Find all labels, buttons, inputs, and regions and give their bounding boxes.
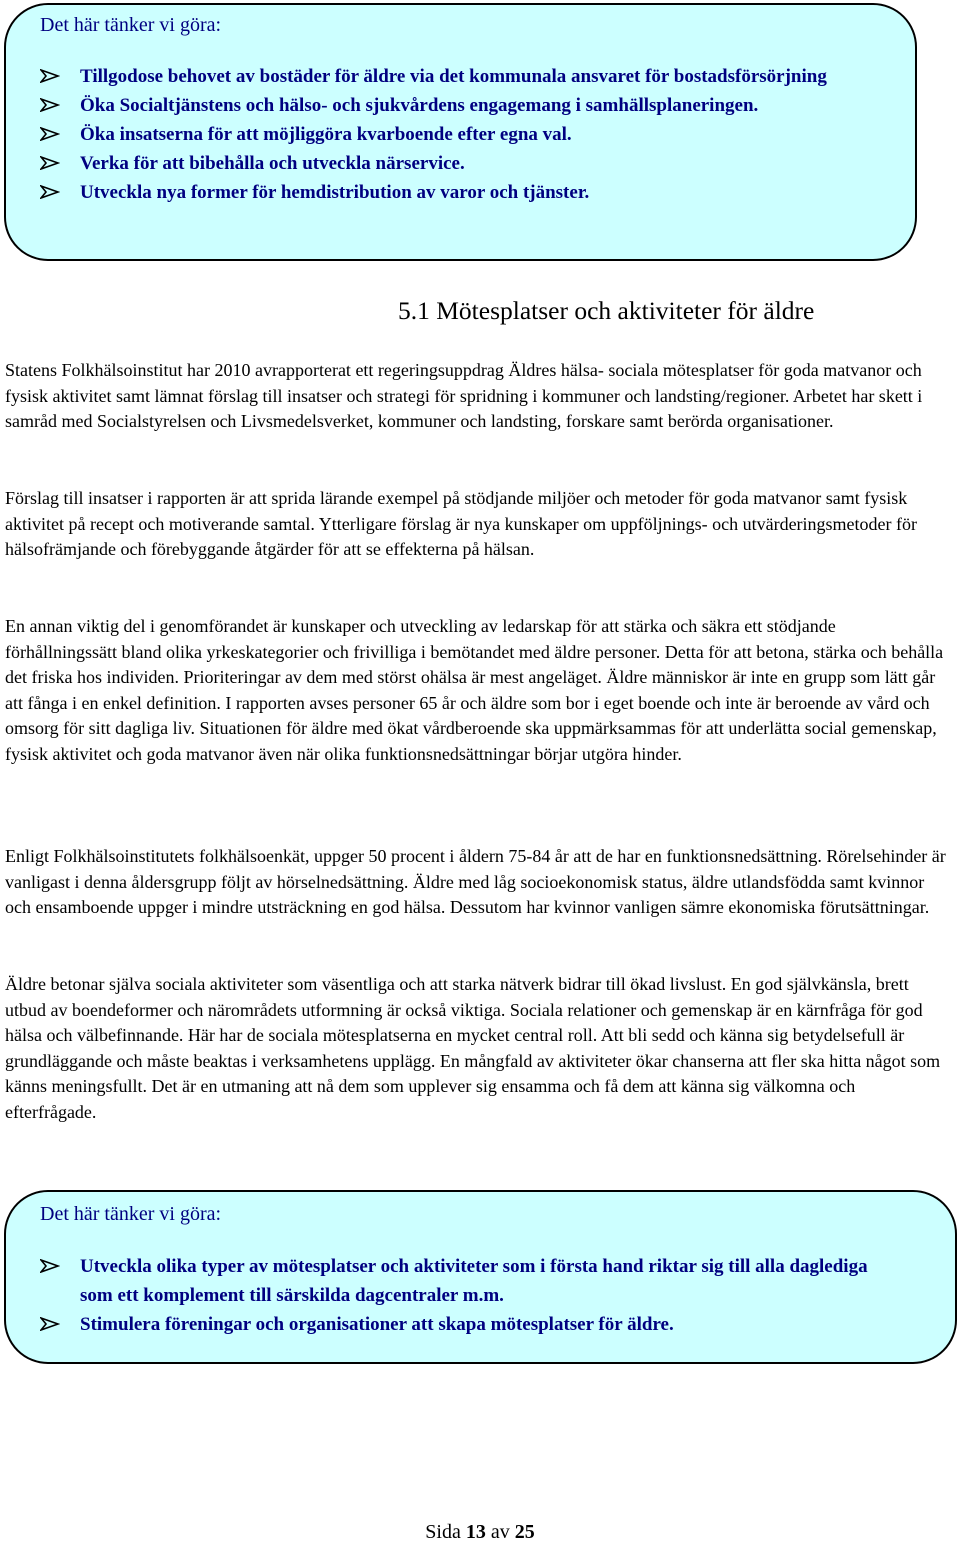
list-item: Stimulera föreningar och organisationer att skapa mötesplatser för äldre. <box>40 1310 920 1339</box>
current-page-number: 13 <box>465 1521 486 1543</box>
action-list <box>40 1252 920 1339</box>
paragraph-5: Äldre betonar själva sociala aktiviteter som väsentliga och att starka nätverk bidrar till ökad livslust. En god självkänsla, brett utbud av boendeformer och närområdets utformning är också viktiga. Sociala relationer och gemenskap är en kärnfråga för god hälsa och välbefinnande. Här har de sociala mötesplatserna en mycket central roll. Att bli sedd och känna sig betydelsefull är grundläggande och måste beaktas i verksamhetens upplägg. En mångfald av aktiviteter ökar chanserna att fler ska hitta något som känns meningsfullt. Det är en utmaning att nå dem som upplever sig ensamma och få dem att känna sig välkomna och efterfrågade. <box>5 974 941 1122</box>
action-box-title: Det här tänker vi göra: <box>40 1203 222 1225</box>
paragraph-3: En annan viktig del i genomförandet är kunskaper och utveckling av ledarskap för att stärka och säkra ett stödjande förhållningssätt bland olika yrkeskategorier och frivilliga i bemötandet med äldre personer. Detta för att betona, stärka och behålla det friska hos individen. Prioriteringar av dem med störst ohälsa är mest angeläget. Äldre människor är inte en grupp som lätt går att fånga i en enkel definition. I rapporten avses personer 65 år och äldre som bor i eget boende och inte är beroende av vård och omsorg för sitt dagliga liv. Situationen för äldre med ökat vårdberoende ska uppmärksammas för att underlätta social gemenskap, fysisk aktivitet och goda matvanor även när olika funktionsnedsättningar börjar utgöra hinder. <box>5 616 944 764</box>
page-footer <box>0 1521 960 1544</box>
arrow-bullet-icon <box>40 185 60 199</box>
paragraph-1: Statens Folkhälsoinstitut har 2010 avrapporterat ett regeringsuppdrag Äldres hälsa- sociala mötesplatser för goda matvanor och fysisk aktivitet samt lämnat förslag till insatser och strategi för spridning i kommuner och landsting/regioner. Arbetet har skett i samråd med Socialstyrelsen och Livsmedelsverket, kommuner och landsting, forskare samt berörda organisationer. <box>5 360 923 431</box>
arrow-bullet-icon <box>40 1317 60 1331</box>
paragraph-4: Enligt Folkhälsoinstitutets folkhälsoenkät, uppger 50 procent i åldern 75-84 år att de har en funktionsnedsättning. Rörelsehinder är vanligast i denna åldersgrupp följt av hörselnedsättning. Äldre med låg socioekonomisk status, äldre utlandsfödda samt kvinnor och ensamboende uppger i mindre utsträckning en god hälsa. Dessutom har kvinnor vanligen sämre ekonomiska förutsättningar. <box>5 846 946 917</box>
arrow-bullet-icon <box>40 156 60 170</box>
page-label: Sida <box>425 1521 461 1543</box>
list-item: Öka insatserna för att möjliggöra kvarboende efter egna val. <box>40 120 900 149</box>
section-heading: 5.1 Mötesplatser och aktiviteter för äldre <box>398 296 815 325</box>
list-item: Verka för att bibehålla och utveckla närservice. <box>40 149 900 178</box>
arrow-bullet-icon <box>40 127 60 141</box>
total-pages-number: 25 <box>514 1521 535 1543</box>
action-list <box>40 62 900 207</box>
arrow-bullet-icon <box>40 98 60 112</box>
list-item: Utveckla nya former för hemdistribution av varor och tjänster. <box>40 178 900 207</box>
list-item: Öka Socialtjänstens och hälso- och sjukvårdens engagemang i samhällsplaneringen. <box>40 91 900 120</box>
list-item: Tillgodose behovet av bostäder för äldre via det kommunala ansvaret för bostadsförsörjning <box>40 62 900 91</box>
page-of-label: av <box>490 1521 510 1543</box>
arrow-bullet-icon <box>40 69 60 83</box>
paragraph-2: Förslag till insatser i rapporten är att sprida lärande exempel på stödjande miljöer och metoder för goda matvanor samt fysisk aktivitet på recept och motiverande samtal. Ytterligare förslag är nya kunskaper om uppföljnings- och utvärderingsmetoder för hälsofrämjande och förebyggande åtgärder för att se effekterna på hälsan. <box>5 488 918 559</box>
action-box-title: Det här tänker vi göra: <box>40 14 222 36</box>
arrow-bullet-icon <box>40 1259 60 1273</box>
list-item: Utveckla olika typer av mötesplatser och aktiviteter som i första hand riktar sig till alla daglediga som ett komplement till särskilda dagcentraler m.m. <box>40 1252 920 1310</box>
